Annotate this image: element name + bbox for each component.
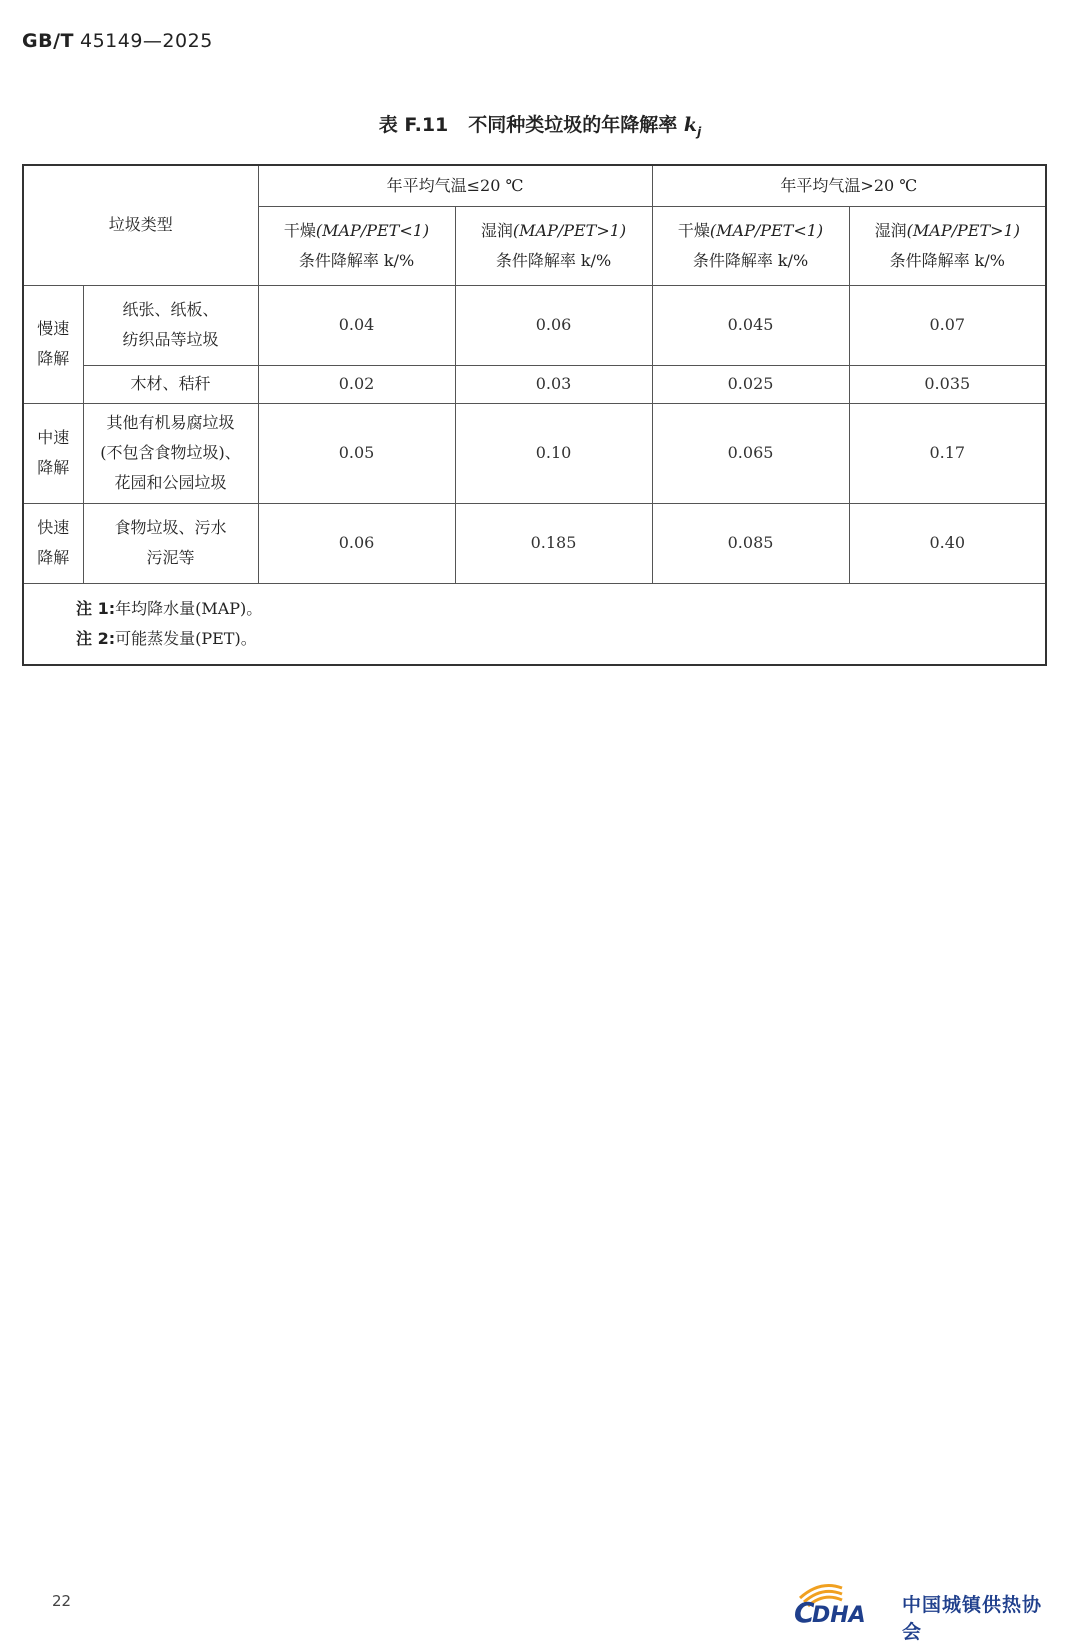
sub-header-paren: (MAP/PET>1) xyxy=(512,220,627,240)
waste-type-cell xyxy=(83,503,258,583)
table-row xyxy=(23,403,1046,503)
category-line: 降解 xyxy=(37,349,70,368)
sub-header-cond: 干燥 xyxy=(677,220,710,240)
standard-code xyxy=(22,30,213,52)
sub-header-cond: 湿润 xyxy=(480,220,513,240)
table-title-symbol: k xyxy=(683,114,698,136)
sub-header-cell xyxy=(258,206,455,285)
standard-code-prefix: GB/T xyxy=(22,30,74,52)
sub-header-cell xyxy=(455,206,652,285)
notes-cell xyxy=(23,583,1046,665)
notes-row xyxy=(23,583,1046,665)
header-row-1 xyxy=(23,165,1046,206)
waste-type-cell xyxy=(83,285,258,365)
table-title-text: 不同种类垃圾的年降解率 xyxy=(468,114,678,136)
sub-header-cell xyxy=(849,206,1046,285)
category-line: 中速 xyxy=(37,428,70,447)
table-row xyxy=(23,285,1046,365)
rate-value: 0.10 xyxy=(455,403,652,503)
sub-header-paren: (MAP/PET<1) xyxy=(315,220,430,240)
group-header-cell xyxy=(258,165,652,206)
sub-header-paren: (MAP/PET<1) xyxy=(709,220,824,240)
rate-value: 0.04 xyxy=(258,285,455,365)
note-text: 可能蒸发量(PET)。 xyxy=(115,628,257,648)
svg-text:DHA: DHA xyxy=(812,1603,866,1628)
table-title xyxy=(0,110,1080,139)
note-label: 注 1: xyxy=(76,598,116,618)
rate-value: 0.065 xyxy=(652,403,849,503)
rate-value: 0.07 xyxy=(849,285,1046,365)
note-1 xyxy=(76,594,1045,624)
rate-value: 0.02 xyxy=(258,365,455,403)
waste-type-cell xyxy=(83,403,258,503)
type-header-cell xyxy=(23,165,258,285)
sub-header-cell xyxy=(652,206,849,285)
waste-type-line: 木材、秸秆 xyxy=(130,374,211,393)
dha-logo-icon xyxy=(790,1578,900,1628)
category-line: 降解 xyxy=(37,458,70,477)
svg-text:C: C xyxy=(794,1596,815,1628)
rate-value: 0.05 xyxy=(258,403,455,503)
category-cell-fast xyxy=(23,503,83,583)
note-2 xyxy=(76,624,1045,654)
sub-header-cond: 干燥 xyxy=(283,220,316,240)
group-header-le20: 年平均气温≤20 ℃ xyxy=(386,175,524,195)
category-cell-medium xyxy=(23,403,83,503)
category-line: 降解 xyxy=(37,548,70,567)
sub-header-paren: (MAP/PET>1) xyxy=(906,220,1020,240)
category-cell-slow xyxy=(23,285,83,403)
sub-header-rate: 条件降解率 k/% xyxy=(495,250,612,270)
rate-value: 0.035 xyxy=(849,365,1046,403)
type-header: 垃圾类型 xyxy=(108,215,173,235)
page-number: 22 xyxy=(52,1592,72,1610)
category-line: 慢速 xyxy=(37,319,70,338)
rate-value: 0.085 xyxy=(652,503,849,583)
waste-type-line: 污泥等 xyxy=(146,548,195,567)
waste-type-line: 纺织品等垃圾 xyxy=(122,330,219,349)
rate-value: 0.06 xyxy=(258,503,455,583)
degradation-rate-table xyxy=(22,164,1047,666)
table-title-symbol-subscript: j xyxy=(697,124,702,139)
rate-value: 0.06 xyxy=(455,285,652,365)
table-label: 表 F.11 xyxy=(378,114,449,136)
org-logo xyxy=(790,1578,1060,1643)
note-text: 年均降水量(MAP)。 xyxy=(115,598,263,618)
group-header-gt20: 年平均气温>20 ℃ xyxy=(780,175,918,195)
waste-type-line: 其他有机易腐垃圾 xyxy=(106,413,235,432)
waste-type-line: (不包含食物垃圾)、 xyxy=(100,443,241,462)
sub-header-rate: 条件降解率 k/% xyxy=(298,250,415,270)
sub-header-rate: 条件降解率 k/% xyxy=(692,250,809,270)
rate-value: 0.045 xyxy=(652,285,849,365)
group-header-cell xyxy=(652,165,1046,206)
org-name: 中国城镇供热协会 xyxy=(902,1594,1043,1643)
table-row xyxy=(23,365,1046,403)
category-line: 快速 xyxy=(37,518,70,537)
rate-value: 0.40 xyxy=(849,503,1046,583)
rate-value: 0.03 xyxy=(455,365,652,403)
waste-type-line: 纸张、纸板、 xyxy=(122,300,219,319)
standard-code-number: 45149—2025 xyxy=(79,30,213,52)
sub-header-rate: 条件降解率 k/% xyxy=(889,250,1005,270)
waste-type-line: 花园和公园垃圾 xyxy=(114,473,227,492)
sub-header-cond: 湿润 xyxy=(874,220,907,240)
waste-type-cell xyxy=(83,365,258,403)
rate-value: 0.025 xyxy=(652,365,849,403)
note-label: 注 2: xyxy=(76,628,116,648)
table-row xyxy=(23,503,1046,583)
waste-type-line: 食物垃圾、污水 xyxy=(114,518,227,537)
rate-value: 0.17 xyxy=(849,403,1046,503)
rate-value: 0.185 xyxy=(455,503,652,583)
